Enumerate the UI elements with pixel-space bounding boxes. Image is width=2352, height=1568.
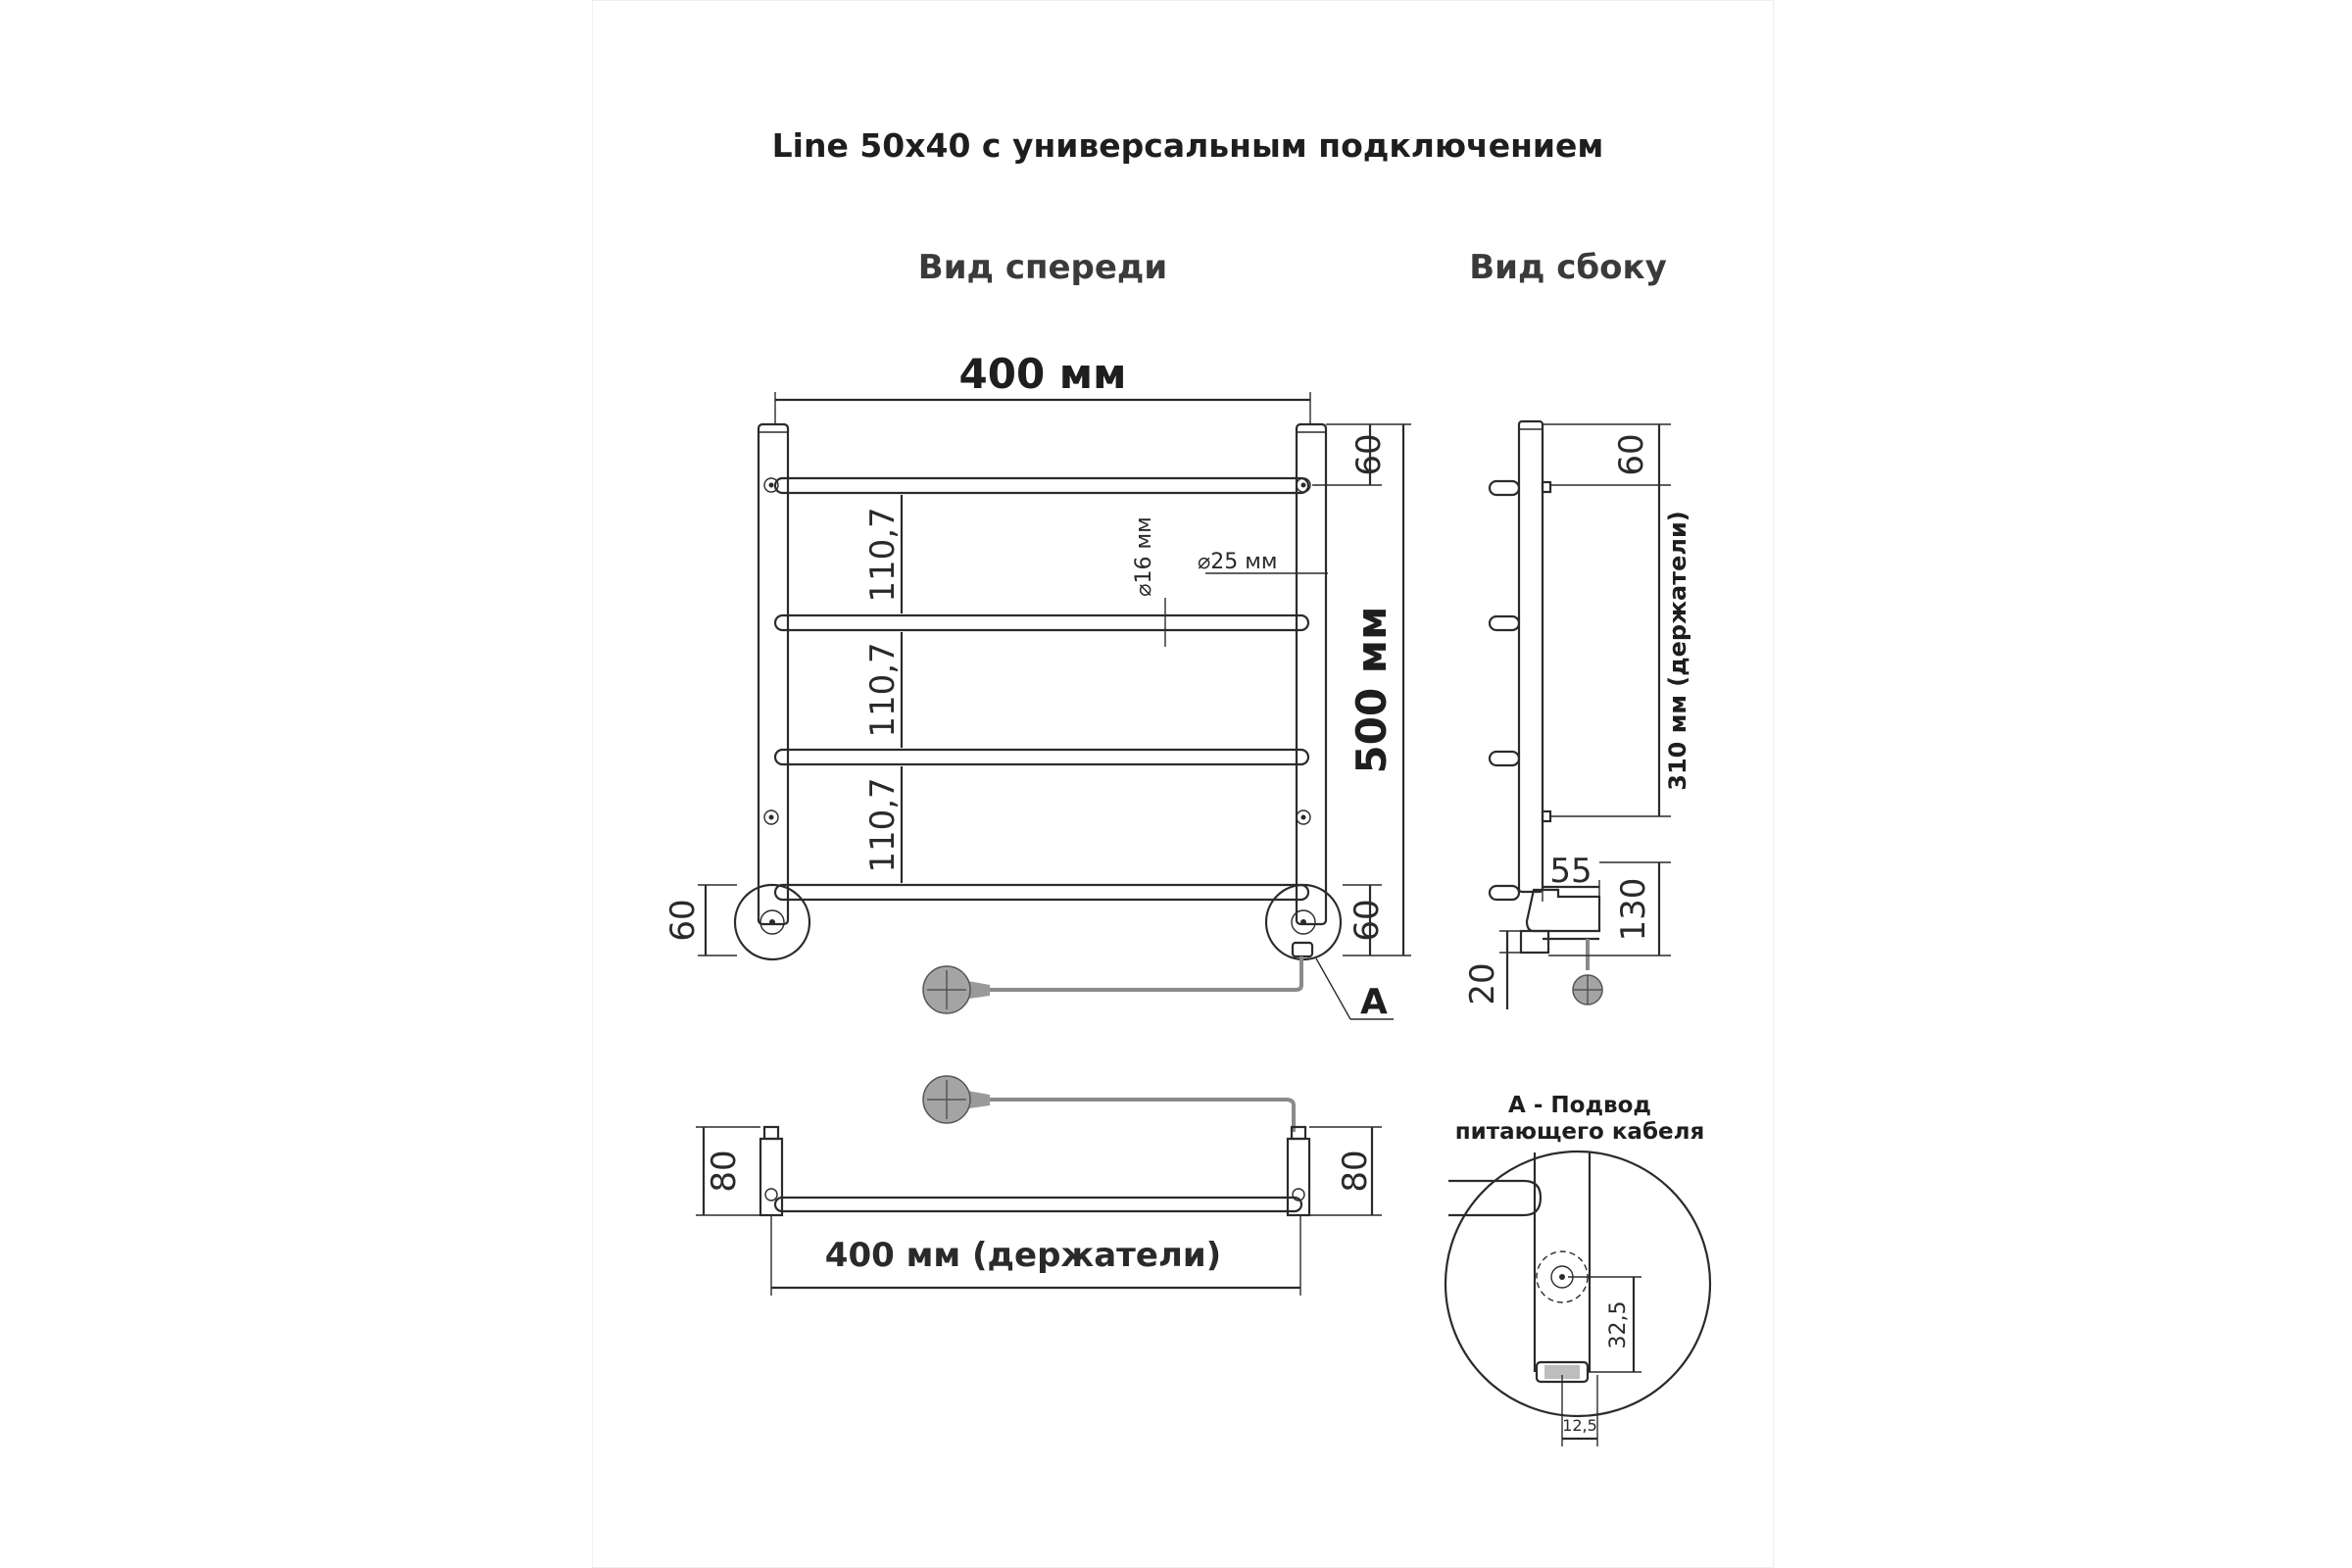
side-top-offset: 60 [1612,433,1651,476]
top-depth-left: 80 [705,1150,744,1193]
top-plug-icon [923,1076,970,1123]
front-top-offset: 60 [1349,433,1389,476]
front-view-label: Вид спереди [917,248,1168,287]
side-view [1463,421,1691,1009]
bar-diameter: ⌀16 мм [1132,516,1156,597]
front-width-dim: 400 мм [958,350,1127,398]
crossbar-3 [775,750,1308,764]
right-post [1297,424,1326,924]
bar-spacing-2: 110,7 [863,642,903,738]
detail-horizontal-dim: 12,5 [1562,1416,1597,1435]
side-holders-dim: 310 мм (держатели) [1664,511,1691,791]
bottom-bracket-left [735,885,809,959]
top-view [696,1076,1382,1296]
left-post [759,424,788,924]
side-view-label: Вид сбоку [1469,248,1667,287]
side-depth: 55 [1549,852,1592,891]
power-cable [962,956,1301,1000]
front-view [663,350,1411,1022]
bar-spacing-3: 110,7 [863,777,903,873]
detail-caption-line2: питающего кабеля [1454,1119,1705,1145]
crossbar-2 [775,615,1308,630]
front-bottom-offset-left: 60 [663,899,703,942]
top-width-dim: 400 мм (держатели) [824,1236,1222,1275]
crossbar-4 [775,885,1308,900]
detail-a [1446,1093,1710,1446]
front-height-dim: 500 мм [1348,606,1396,774]
crossbar-1 [775,478,1308,493]
bar-spacing-1: 110,7 [863,507,903,603]
plug-icon [923,966,970,1013]
side-foot-dim: 20 [1463,962,1502,1005]
side-bottom-dim: 130 [1614,877,1653,942]
drawing-title: Line 50x40 с универсальным подключением [771,126,1604,165]
mount-screw-icon [764,478,1310,824]
callout-a: A [1360,982,1388,1022]
top-depth-right: 80 [1336,1150,1375,1193]
front-bottom-offset-right: 60 [1348,899,1387,942]
detail-caption-line1: A - Подвод [1508,1093,1651,1118]
side-plug-icon [1573,975,1602,1004]
detail-vertical-dim: 32,5 [1606,1300,1631,1349]
post-diameter: ⌀25 мм [1198,550,1278,574]
bottom-bracket-right [1266,885,1341,959]
